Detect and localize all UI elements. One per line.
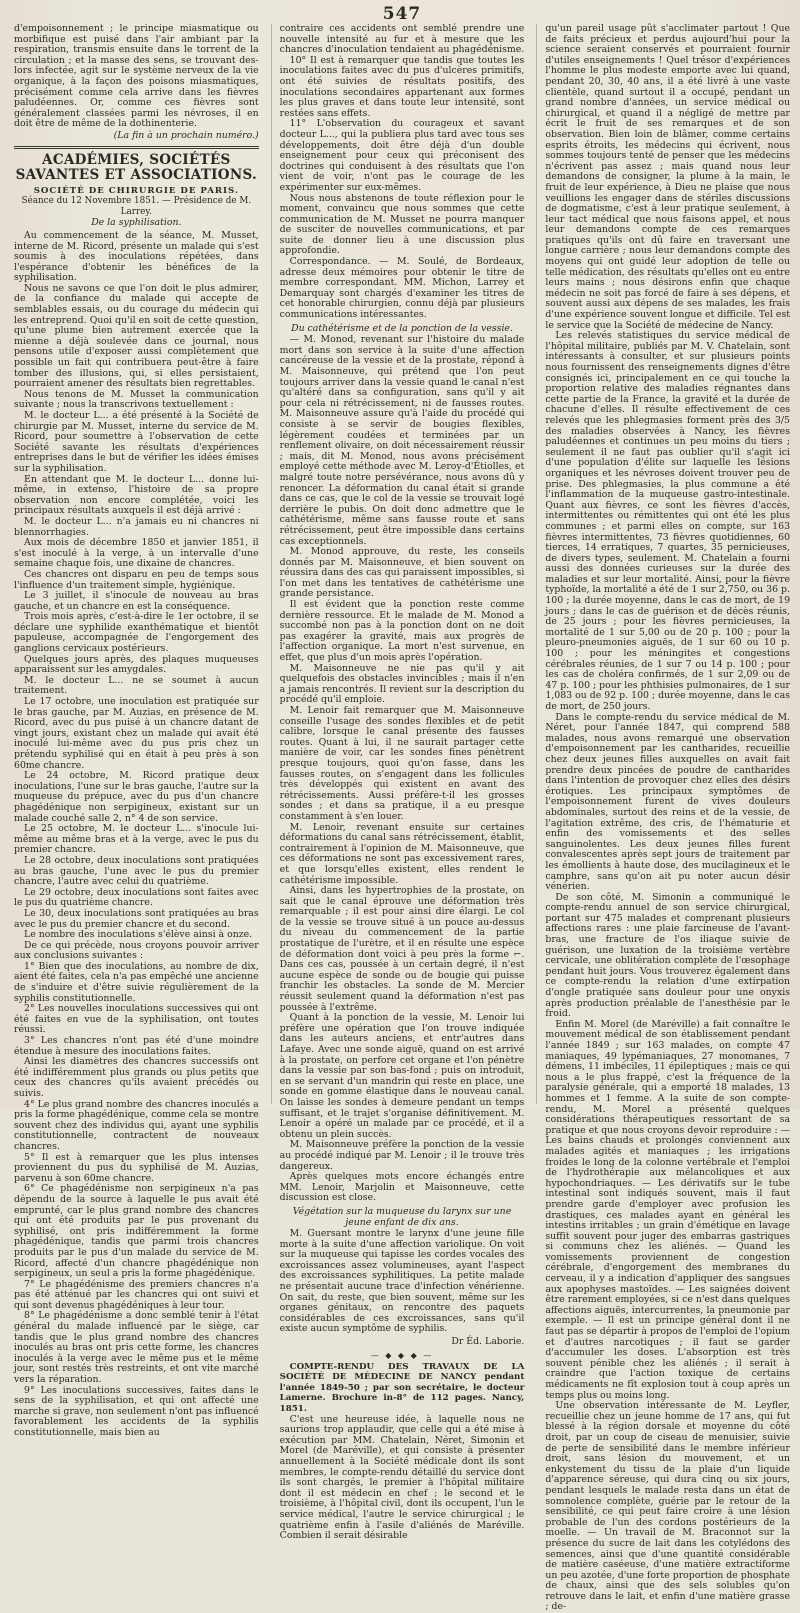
paragraph: 10° Il est à remarquer que tandis que toutes les inoculations faites avec du pus d'ulcères primitifs, ont été suivies de résultats positifs, des inoculations secondaires appartenant aux formes les plus graves et dans toute leur intensité, sont restées sans effets. [279,54,525,119]
paragraph: Quant à la ponction de la vessie, M. Lenoir lui préfère une opération que l'on trouve indiquée dans les auteurs anciens, et entr'autres dans Lafaye. Avec une sonde aiguë, quand on est arrivé à la prostate, on perfore cet organe et l'on pénètre dans la vessie par son bas-fond ; puis on introduit, en se servant d'un mandrin qui reste en place, une sonde en gomme élastique dans le nouveau canal. On laisse les sondes à demeure pendant un temps suffisant, et le trajet s'organise définitivement. M. Lenoir a opéré un malade par ce procédé, et il a obtenu un plein succès. [279,1012,525,1140]
paragraph: Ces chancres ont disparu en peu de temps sous l'influence d'un traitement simple, hygiénique. [14,568,259,591]
paragraph: Après quelques mots encore échangés entre MM. Lenoir, Marjolin et Maisonneuve, cette discussion est close. [279,1171,525,1204]
paragraph: Le 29 octobre, deux inoculations sont faites avec le pus du quatrième chancre. [14,886,259,909]
paragraph: 9° Les inoculations successives, faites dans le sens de la syphilisation, et qui ont affecté une marche si grave, non seulement n'ont pas influencé favorablement les accidents de la syphilis constitutionnelle, mais bien au [14,1384,259,1438]
subject-title: Végétation sur la muqueuse du larynx sur une jeune enfant de dix ans. [292,1205,512,1228]
paragraph: M. Monod approuve, du reste, les conseils donnés par M. Maisonneuve, et bien souvent on réussira dans des cas qui paraissent impossibles, si l'on met dans les tentatives de cathétérisme une grande persistance. [279,546,525,600]
paragraph: M. le docteur L... a été présenté à la Société de chirurgie par M. Musset, interne du service de M. Ricord, pour soumettre à l'observation de cette Société savante les résultats d'expériences entreprises dans le but de vérifier les idées émises sur la syphilisation. [14,410,259,474]
paragraph: Ainsi les diamètres des chancres successifs ont été indifféremment plus grands ou plus petits que ceux des chancres qu'ils avaient précédés ou suivis. [14,1056,259,1099]
paragraph: M. Maisonneuve ne nie pas qu'il y ait quelquefois des obstacles invincibles ; mais il n'en a jamais rencontrés. Il revient sur la description du procédé qu'il emploie. [279,662,525,706]
paragraph: M. Maisonneuve préfère la ponction de la vessie au procédé indiqué par M. Lenoir ; il le trouve très dangereux. [279,1139,525,1172]
column-2 [271,23,525,1542]
paragraph: M. Lenoir fait remarquer que M. Maisonneuve conseille l'usage des sondes flexibles et de petit calibre, lorsque le canal présente des fausses routes. Quant à lui, il ne saurait partager cette manière de voir, car les sondes fines pénètrent presque toujours, quoi qu'on fasse, dans les fausses routes, on s'engagent dans les follicules très développés qui existent en avant des rétrécissements. Aussi préfère-t-il les grosses sondes ; et dans sa pratique, il a eu presque constamment à s'en louer. [279,705,525,822]
paragraph: 4° Le plus grand nombre des chancres inoculés a pris la forme phagédénique, comme cela se montre souvent chez des individus qui, ayant une syphilis constitutionnelle, contractent de nouveaux chancres. [14,1098,259,1152]
paragraph: 8° Le phagédénisme a donc semblé tenir à l'état général du malade influencé par le siège, car tandis que le plus grand nombre des chancres inoculés au bras ont pris cette forme, les chancres inoculés à la verge avec le même pus et le même jour, sont restés très restreints, et ont vite marché vers la réparation. [14,1310,259,1386]
paragraph: En attendant que M. le docteur L... donne lui-même, in extenso, l'histoire de sa propre observation non encore complétée, voici les principaux résultats auxquels il est déjà arrivé : [14,473,259,517]
paragraph: Aux mois de décembre 1850 et janvier 1851, il s'est inoculé à la verge, à un intervalle d'une semaine chaque fois, une dixaine de chancres. [14,537,259,570]
paragraph: Le nombre des inoculations s'élève ainsi à onze. [24,929,253,941]
paragraph: Dans le compte-rendu du service médical de M. Néret, pour l'année 1847, qui comprend 588 malades, nous avons remarqué une observation d'empoisonnement par les cantharides, recueillie chez deux jeunes filles auxquelles on avait fait prendre deux pincées de poudre de cantharides dans l'intention de provoquer chez elles des désirs érotiques. Les principaux symptômes de l'empoisonnement furent de vives douleurs abdominales, surtout des reins et de la vessie, de l'agitation extrême, des cris, de l'hématurie et enfin des vomissements et des selles sanguinolentes. Les deux jeunes filles furent convalescentes après sept jours de traitement par les émollients à haute dose, des mucilagineux et le camphre, sans qu'on ait pu noter aucun désir vénérien. [545,711,791,893]
paragraph: Correspondance. — M. Soulé, de Bordeaux, adresse deux mémoires pour obtenir le titre de membre correspondant. MM. Michon, Larrey et Demarquay sont chargés d'examiner les titres de cet honorable chirurgien, connu déjà par plusieurs communications intéressantes. [279,256,525,321]
columns [14,23,791,1613]
paragraph: Quelques jours après, des plaques muqueuses apparaissent sur les amygdales. [14,653,259,676]
society-name: SOCIÉTÉ DE CHIRURGIE DE PARIS. [33,185,239,196]
paragraph: De ce qui précède, nous croyons pouvoir arriver aux conclusions suivantes : [14,939,259,962]
author-signature: Dr Éd. Laborie. [451,1336,525,1348]
paragraph: Le 28 octobre, deux inoculations sont pratiquées au bras gauche, l'une avec le pus du premier chancre, l'autre avec celui du quatrième. [14,854,259,888]
section-rule-top [14,146,259,147]
paragraph: Nous nous abstenons de toute réflexion pour le moment, convaincu que nous sommes que cette communication de M. Musset ne pourra manquer de susciter de nouvelles communications, et par suite de donner lieu à une discussion plus approfondie. [279,192,525,257]
section-title: ACADÉMIES, SOCIÉTÉS SAVANTES ET ASSOCIATIONS. [15,151,258,183]
paragraph: De son côté, M. Simonin a communiqué le compte-rendu annuel de son service chirurgical, portant sur 475 malades et comprenant plusieurs affections rares : une plaie farcineuse de l'avant-bras, une fracture de l'os iliaque suivie de guérison, une luxation de la troisième vertèbre cervicale, une oblitération complète de l'œsophage pendant huit jours. Vous trouverez également dans ce compte-rendu la relation d'une extirpation d'ongle pratiquée sans douleur pour une onyxis après production préalable de l'anesthésie par le froid. [545,891,791,1020]
continued-note: (La fin à un prochain numéro.) [113,129,259,141]
paragraph: M. le docteur L... ne se soumet à aucun traitement. [14,674,259,697]
subject-title: De la syphilisation. [91,217,182,229]
paragraph: Enfin M. Morel (de Maréville) a fait connaître le mouvement médical de son établissement pendant l'année 1849 ; sur 163 malades, on compte 47 maniaques, 49 lypémaniaques, 27 monomanes, 7 démens, 11 imbéciles, 11 épileptiques ; mais ce qui nous a le plus frappé, c'est la fréquence de la paralysie générale, qui a emporté 18 malades, 13 hommes et 1 femme. A la suite de son compte-rendu, M. Morel a présenté quelques considérations thérapeutiques ressortant de sa pratique et que nous croyons devoir reproduire : — Les bains chauds et prolongés conviennent aux malades agités et maniaques ; les irrigations froides le long de la colonne vertébrale et l'emploi de l'hydrothérapie aux mélancoliques et aux hypochondriaques. — Les dérivatifs sur le tube intestinal sont indiqués souvent, mais il faut prendre garde d'employer avec profusion les drastiques, ces malades ayant en général les intestins irritables ; un grain d'émétique en lavage suffit souvent pour juger des embarras gastriques si communs chez les aliénés. — Quand les vomissements proviennent de congestion cérébrale, d'engorgement des membranes du cerveau, il y a indication d'appliquer des sangsues aux apophyses mastoïdes. — Les saignées doivent être rarement employées, si ce n'est dans quelques affections aiguës, intercurrentes, la pneumonie par exemple. — Il est un principe général dont il ne faut pas se départir à propos de l'emploi de l'opium et d'autres narcotiques ; il faut se garder d'accumuler les doses. L'absorption est très souvent pénible chez les aliénés ; il serait à craindre que l'action toxique de certains médicaments ne fît explosion tout à coup après un temps plus ou moins long. [545,1018,791,1401]
paragraph: 6° Ce phagédénisme non serpigineux n'a pas dépendu de la source à laquelle le pus avait été emprunté, car le plus grand nombre des chancres qui ont été produits par le pus provenant du syphilisé, ont pris indifféremment la forme phagédénique, tandis que parmi trois chancres produits par le pus d'un malade du service de M. Ricord, affecté d'un chancre phagédénique non serpigineux, un seul a pris la forme phagédénique. [14,1183,259,1280]
seance-info: Séance du 12 Novembre 1851. — Présidence de M. Larrey. [21,196,252,217]
paragraph: Le 3 juillet, il s'inocule de nouveau au bras gauche, et un chancre en est la conséquence. [14,590,259,612]
column-3 [536,23,791,1613]
paragraph: Le 24 octobre, M. Ricord pratique deux inoculations, l'une sur le bras gauche, l'autre sur la muqueuse du prépuce, avec du pus d'un chancre phagédénique non serpigineux, existant sur un malade couché salle 2, n° 4 de son service. [14,770,259,824]
review-heading: COMPTE-RENDU DES TRAVAUX DE LA SOCIÉTÉ DE MÉDECINE DE NANCY pendant l'année 1849-50 ; par son secrétaire, le docteur Lamerne. Brochure in-8° de 112 pages. Nancy, 1851. [279,1361,525,1414]
column-1 [14,23,259,1438]
paragraph: contraire ces accidents ont semblé prendre une nouvelle intensité au fur et à mesure que les chancres d'inoculation tendaient au phagédénisme. [279,23,525,56]
paragraph: Une observation intéressante de M. Leyfler, recueillie chez un jeune homme de 17 ans, qui fut blessé à la région dorsale et moyenne du côté droit, par un coup de ciseau de menuisier, suivie de perte de sensibilité dans le membre inférieur droit, sans lésion du mouvement, et un enkystement du tissu de la plaie d'un liquide d'apparence séreuse, qui dura cinq ou six jours, pendant lesquels le malade resta dans un état de somnolence complète, guérie par le retour de la sensibilité, ce qui peut faire croire à une lésion probable de l'un des cordons postérieurs de la moelle. — Un travail de M. Braconnot sur la présence du sucre de lait dans les cotylédons des semences, ainsi que d'une quantité considérable de matière caséeuse, d'une matière extractiforme un peu azotée, d'une forte proportion de phosphate de chaux, ainsi que des sels solubles qu'on retrouve dans le lait, et enfin d'une matière grasse ; de- [545,1400,791,1613]
paragraph: M. Guersant montre le larynx d'une jeune fille morte à la suite d'une affection variolique. On voit sur la muqueuse qui tapisse les cordes vocales des excroissances assez volumineuses, ayant l'aspect des excroissances syphilitiques. La petite malade ne présentait aucune trace d'infection vénérienne. On sait, du reste, que bien souvent, même sur les organes génitaux, on rencontre des paquets considérables de ces excroissances, sans qu'il existe aucun symptôme de syphilis. [279,1228,525,1335]
paragraph: qu'un pareil usage pût s'acclimater partout ! Que de faits précieux et perdus aujourd'hui pour la science seraient conservés et pourraient fournir d'utiles enseignements ! Quel trésor d'expériences l'homme le plus modeste emporte avec lui quand, pendant 20, 30, 40 ans, il a été livré à une vaste clientèle, quand surtout il a occupé, pendant un grand nombre d'années, un service médical ou chirurgical, et quand il a négligé de mettre par écrit le fruit de ses remarques et de son observation. Bien loin de blâmer, comme certains esprits étroits, les médecins qui écrivent, nous sommes toujours tenté de penser que les médecins n'écrivent pas assez ; mais quand nous leur demandons de consigner, la plume à la main, le fruit de leur expérience, à Dieu ne plaise que nous veuillions les engager dans de stériles discussions de dogmatisme, c'est à leur pratique seulement, à leur tact médical que nous faisons appel, et nous leur demandons compte de ces remarques pratiques qu'ils ont dû faire en traversant une longue carrière ; nous leur demandons compte des moyens qui ont guidé leur adoption de telle ou telle médication, des résultats qu'elles ont eu entre leurs mains ; nous désirons enfin que chaque médecin ne soit pas forcé de faire à ses dépens, et souvent aussi aux dépens de ses malades, les frais d'une expérience souvent longue et difficile. Tel est le service que la Société de médecine de Nancy. [545,23,791,331]
paragraph: 1° Bien que des inoculations, au nombre de dix, aient été faites, cela n'a pas empêché une ancienne de s'induire et d'être suivie régulièrement de la syphilis constitutionnelle. [14,960,259,1004]
paragraph: Nous tenons de M. Musset la communication suivante ; nous la transcrivons textuellement : [14,388,259,411]
paragraph: 11° L'observation du courageux et savant docteur L..., qui la publiera plus tard avec tous ses développements, doit être déjà d'un double enseignement pour ceux qui préconisent des doctrines qui conduisent à des résultats que l'on vient de voir, n'ont pas le courage de les expérimenter sur eux-mêmes. [279,118,525,193]
subject-title: Du cathétérisme et de la ponction de la vessie. [291,322,513,334]
paragraph: 5° Il est à remarquer que les plus intenses proviennent du pus du syphilisé de M. Auzias, parvenu à son 60me chancre. [14,1151,259,1184]
paragraph: Il est évident que la ponction reste comme dernière ressource. Et le malade de M. Monod a succombé non pas à la ponction dont on ne doit pas exagérer la gravité, mais aux progrès de l'affection organique. La mort n'est survenue, en effet, que plus d'un mois après l'opération. [279,599,525,664]
paragraph: 3° Les chancres n'ont pas été d'une moindre étendue à mesure des inoculations faites. [14,1035,259,1057]
paragraph: Nous ne savons ce que l'on doit le plus admirer, de la confiance du malade qui accepte de semblables essais, ou du courage du médecin qui les entreprend. Quoi qu'il en soit de cette question, qu'une plume bien autrement exercée que la mienne a déjà soulevée dans ce journal, nous pensons utile d'exposer aussi complètement que possible un fait qui contribuera peut-être à faire tomber des illusions, qui, si elles persistaient, pourraient amener des résultats bien regrettables. [14,282,259,390]
intro-paragraph: d'empoisonnement ; le principe miasmatique ou morbifique est puisé dans l'air ambiant par la respiration, transmis ensuite dans le torrent de la circulation ; et la masse des sens, se trouvant des-lors infectée, agit sur le système nerveux de la vie organique, à la façon des poisons miasmatiques, précisément comme cela arrive dans les fièvres paludéennes. Or, comme ces fièvres sont généralement classées parmi les névroses, il en doit être de même de la dothinenterie. [14,23,259,130]
paragraph: Au commencement de la séance, M. Musset, interne de M. Ricord, présente un malade qui s'est soumis à des inoculations répétées, dans l'espérance d'obtenir les bénéfices de la syphilisation. [14,229,259,284]
paragraph: Ainsi, dans les hypertrophies de la prostate, on sait que le canal éprouve une déformation très remarquable ; il est pour ainsi dire élargi. Le col de la vessie se trouve situé à un pouce au-dessus du niveau du commencement de la partie prostatique de l'urètre, et il en résulte une espèce de déformation dont voici à peu près la forme ⌐. Dans ces cas, poussée à un certain degré, il n'est aucune espèce de sonde ou de bougie qui puisse franchir les obstacles. La sonde de M. Mercier réussit seulement quand la déformation n'est pas poussée à l'extrême. [279,885,525,1013]
paragraph: M. le docteur L... n'a jamais eu ni chancres ni blennorrhagies. [14,515,259,538]
paragraph: Les relevés statistiques du service médical de l'hôpital militaire, publiés par M. V. Chatelain, sont intéressants à consulter, et sur plusieurs points nous fournissent des renseignements dignes d'être consignés ici, principalement en ce qui touche la proportion relative des maladies régnantes dans cette partie de la France, la gravité et la durée de chacune d'elles. Il résulte effectivement de ces relevés que les phlegmasies forment près des 3/5 des maladies observées à Nancy, les fièvres paludéennes et continues un peu moins du tiers ; seulement il ne faut pas oublier qu'il s'agit ici d'une population d'élite sur laquelle les lésions organiques et les névroses doivent trouver peu de prise. Des phlegmasies, la plus commune a été l'inflammation de la muqueuse gastro-intestinale. Quant aux fièvres, ce sont les fièvres d'accès, intermittentes ou rémittentes qui ont été les plus communes ; et parmi elles on compte, sur 163 fièvres intermittentes, 73 fièvres quotidiennes, 60 tierces, 14 erratiques, 7 quartes, 35 pernicieuses, de divers types, seulement. M. Chatelain a fourni aussi des données curieuses sur la durée des maladies et sur leur mortalité. Ainsi, pour la fièvre typhoïde, la mortalité a été de 1 sur 2,750, ou 36 p. 100 ; la durée moyenne, dans le cas de mort, de 19 jours ; dans le cas de guérison et de décès réunis, de 25 jours ; pour les fièvres pernicieuses, la mortalité de 1 sur 5,00 ou de 20 p. 100 ; pour la pleuro-pneumonies aiguës, de 1 sur 60 ou 10 p. 100 ; pour les méningites et congestions cérébrales réunies, de 1 sur 7 ou 14 p. 100 ; pour les cas de choléra confirmés, de 1 sur 2,09 ou de 47 p. 100 ; pour les phthisies pulmonaires, de 1 sur 1,083 ou de 92 p. 100 ; durée moyenne, dans le cas de mort, de 250 jours. [545,330,791,712]
paragraph: Trois mois après, c'est-à-dire le 1er octobre, il se déclare une syphilide exanthématique et bientôt papuleuse, accompagnée de l'engorgement des ganglions cervicaux postérieurs. [14,611,259,655]
paragraph: Le 25 octobre, M. le docteur L... s'inocule lui-même au même bras et à la verge, avec le pus du premier chancre. [14,823,259,856]
section-rule-bottom [14,148,259,149]
page-number: 547 [382,4,422,24]
paragraph: Le 17 octobre, une inoculation est pratiquée sur le bras gauche, par M. Auzias, en présence de M. Ricord, avec du pus puisé à un chancre datant de vingt jours, existant chez un malade qui avait été inoculé lui-même avec du pus pris chez un prétendu syphilisé qui en était à peu près à son 60me chancre. [14,696,259,771]
paragraph: 2° Les nouvelles inoculations successives qui ont été faites en vue de la syphilisation, ont toutes réussi. [14,1003,259,1036]
paragraph: Le 30, deux inoculations sont pratiquées au bras avec le pus du premier chancre et du second. [14,907,259,930]
paragraph: C'est une heureuse idée, à laquelle nous ne saurions trop applaudir, que celle qui a été mise à exécution par MM. Chatelain, Néret, Simonin et Morel (de Maréville), et qui consiste à présenter annuellement à la Société médicale dont ils sont membres, le compte-rendu détaillé du service dont ils sont chargés, le premier à l'hôpital militaire dont il est médecin en chef ; le second et le troisième, à l'hôpital civil, dont ils occupent, l'un le service médical, l'autre le service chirurgical ; le quatrième enfin à l'asile d'aliénés de Maréville. Combien il serait désirable [279,1413,525,1542]
paragraph: M. Lenoir, revenant ensuite sur certaines déformations du canal sans rétrécissement, établit, contrairement à l'opinion de M. Maisonneuve, que ces déformations ne sont pas excessivement rares, et que lorsqu'elles existent, elles rendent le cathétérisme impossible. [279,821,525,886]
paragraph: — M. Monod, revenant sur l'histoire du malade mort dans son service à la suite d'une affection cancéreuse de la vessie et de la prostate, répond à M. Maisonneuve, qui prétend que l'on peut toujours arriver dans la vessie quand le canal n'est qu'altéré dans sa configuration, sans qu'il y ait pour cela ni rétrécissement, ni de fausses routes. M. Maisonneuve assure qu'à l'aide du procédé qui consiste à se servir de bougies flexibles, légèrement coudées et terminées par un renflement olivaire, on doit nécessairement réussir ; mais, dit M. Monod, nous avons précisément employé cette méthode avec M. Leroy-d'Étiolles, et malgré toute notre persévérance, nous avons dû y renoncer. La déformation du canal était si grande dans ce cas, que le col de la vessie se trouvait logé derrière le pubis. On doit donc admettre que le cathétérisme, même sans fausse route et sans rétrécissement, peut être impossible dans certains cas exceptionnels. [279,334,525,547]
paragraph: 7° Le phagédénisme des premiers chancres n'a pas été atténué par les chancres qui ont suivi et qui sont devenus phagédéniques à leur tour. [14,1278,259,1311]
ornament-divider: — ◆ ◆ ◆ — [370,1350,434,1360]
